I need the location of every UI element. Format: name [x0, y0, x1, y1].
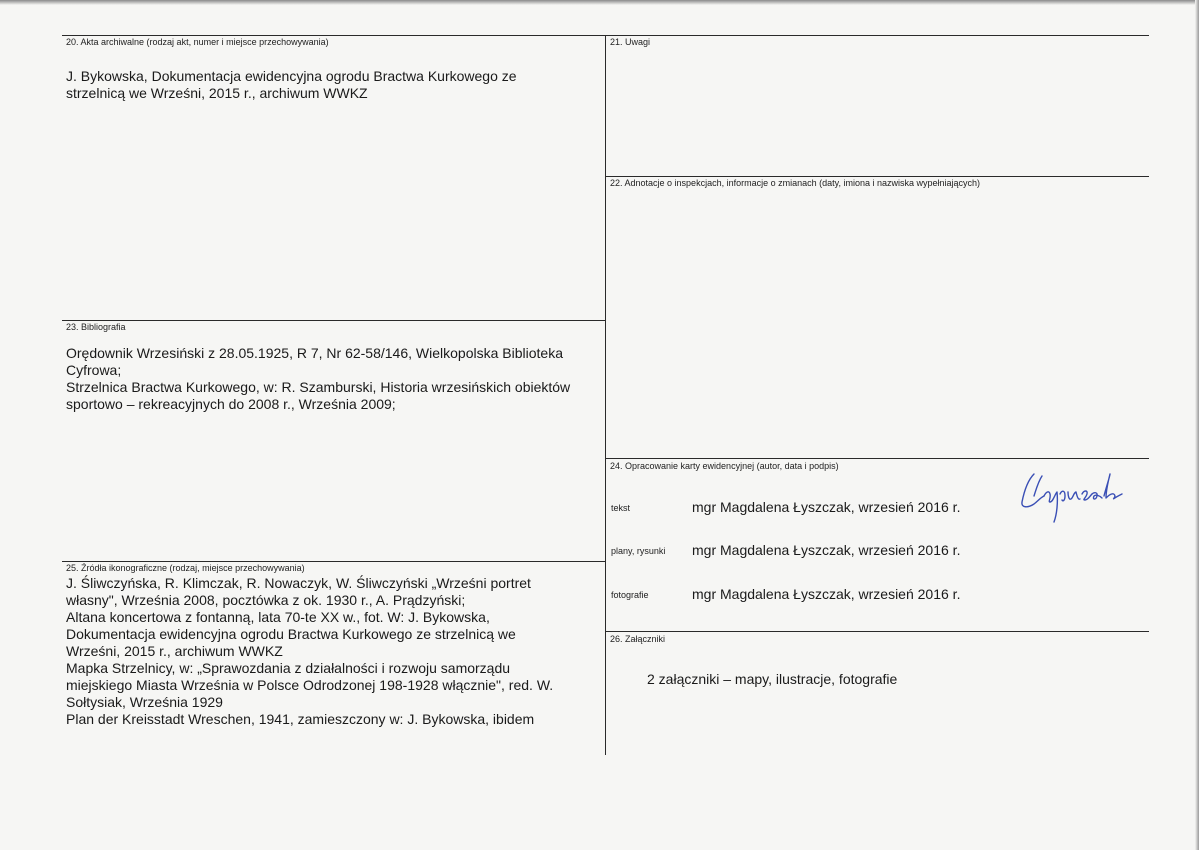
sec23-line: Orędownik Wrzesiński z 28.05.1925, R 7, Nr 62-58/146, Wielkopolska Biblioteka — [66, 345, 563, 361]
sec23-line: Strzelnica Bractwa Kurkowego, w: R. Szamburski, Historia wrzesińskich obiektów — [66, 379, 571, 395]
column-divider — [605, 35, 606, 755]
rule-22-24 — [606, 458, 1149, 459]
sec24-row-label-plans: plany, rysunki — [611, 546, 666, 556]
rule-21-22 — [606, 176, 1149, 177]
sec25-label: 25. Źródła ikonograficzne (rodzaj, miejsce przechowywania) — [66, 563, 305, 573]
sec25-line: J. Śliwczyńska, R. Klimczak, R. Nowaczyk, W. Śliwczyński „Wrześni portret — [66, 575, 531, 591]
sec25-line: Plan der Kreisstadt Wreschen, 1941, zamieszczony w: J. Bykowska, ibidem — [66, 711, 535, 727]
sec25-line: Wrześni, 2015 r., archiwum WWKZ — [66, 643, 283, 659]
sec23-line: sportowo – rekreacyjnych do 2008 r., Września 2009; — [66, 396, 396, 412]
sec21-label: 21. Uwagi — [610, 37, 651, 47]
sec20-line: strzelnicą we Wrześni, 2015 r., archiwum WWKZ — [66, 85, 368, 101]
sec24-row-value-photos: mgr Magdalena Łyszczak, wrzesień 2016 r. — [692, 586, 961, 602]
sec23-text — [66, 345, 570, 413]
handwritten-signature — [1018, 466, 1130, 526]
sec25-line: Altana koncertowa z fontanną, lata 70-te XX w., fot. W: J. Bykowska, — [66, 609, 490, 625]
sec25-line: Dokumentacja ewidencyjna ogrodu Bractwa Kurkowego ze strzelnicą we — [66, 626, 516, 642]
rule-24-26 — [606, 631, 1149, 632]
sec24-row-value-plans: mgr Magdalena Łyszczak, wrzesień 2016 r. — [692, 542, 961, 558]
sec23-label: 23. Bibliografia — [66, 322, 126, 332]
sec20-text — [66, 68, 517, 102]
sec25-line: miejskiego Miasta Września w Polsce Odrodzonej 198-1928 włącznie", red. W. — [66, 677, 554, 693]
sec22-label: 22. Adnotacje o inspekcjach, informacje o zmianach (daty, imiona i nazwiska wypełniających) — [610, 178, 981, 188]
sec23-line: Cyfrowa; — [66, 362, 122, 378]
sec24-label: 24. Opracowanie karty ewidencyjnej (autor, data i podpis) — [610, 461, 839, 471]
sec25-line: Mapka Strzelnicy, w: „Sprawozdania z działalności i rozwoju samorządu — [66, 660, 511, 676]
sec25-text — [66, 575, 553, 728]
sec25-line: Sołtysiak, Września 1929 — [66, 694, 223, 710]
sec24-row-label-photos: fotografie — [611, 590, 649, 600]
scan-top-edge — [0, 0, 1199, 5]
rule-23-25 — [62, 561, 605, 562]
sec25-line: własny", Września 2008, pocztówka z ok. 1930 r., A. Prądzyński; — [66, 592, 466, 608]
scan-right-edge — [1195, 0, 1199, 850]
sec20-line: J. Bykowska, Dokumentacja ewidencyjna ogrodu Bractwa Kurkowego ze — [66, 68, 517, 84]
sec26-value: 2 załączniki – mapy, ilustracje, fotografie — [647, 671, 898, 687]
sec26-label: 26. Załączniki — [610, 634, 666, 644]
rule-20-23 — [62, 320, 605, 321]
sec24-row-value-text: mgr Magdalena Łyszczak, wrzesień 2016 r. — [692, 499, 961, 515]
sec24-row-label-text: tekst — [611, 503, 631, 513]
sec20-label: 20. Akta archiwalne (rodzaj akt, numer i miejsce przechowywania) — [66, 37, 329, 47]
